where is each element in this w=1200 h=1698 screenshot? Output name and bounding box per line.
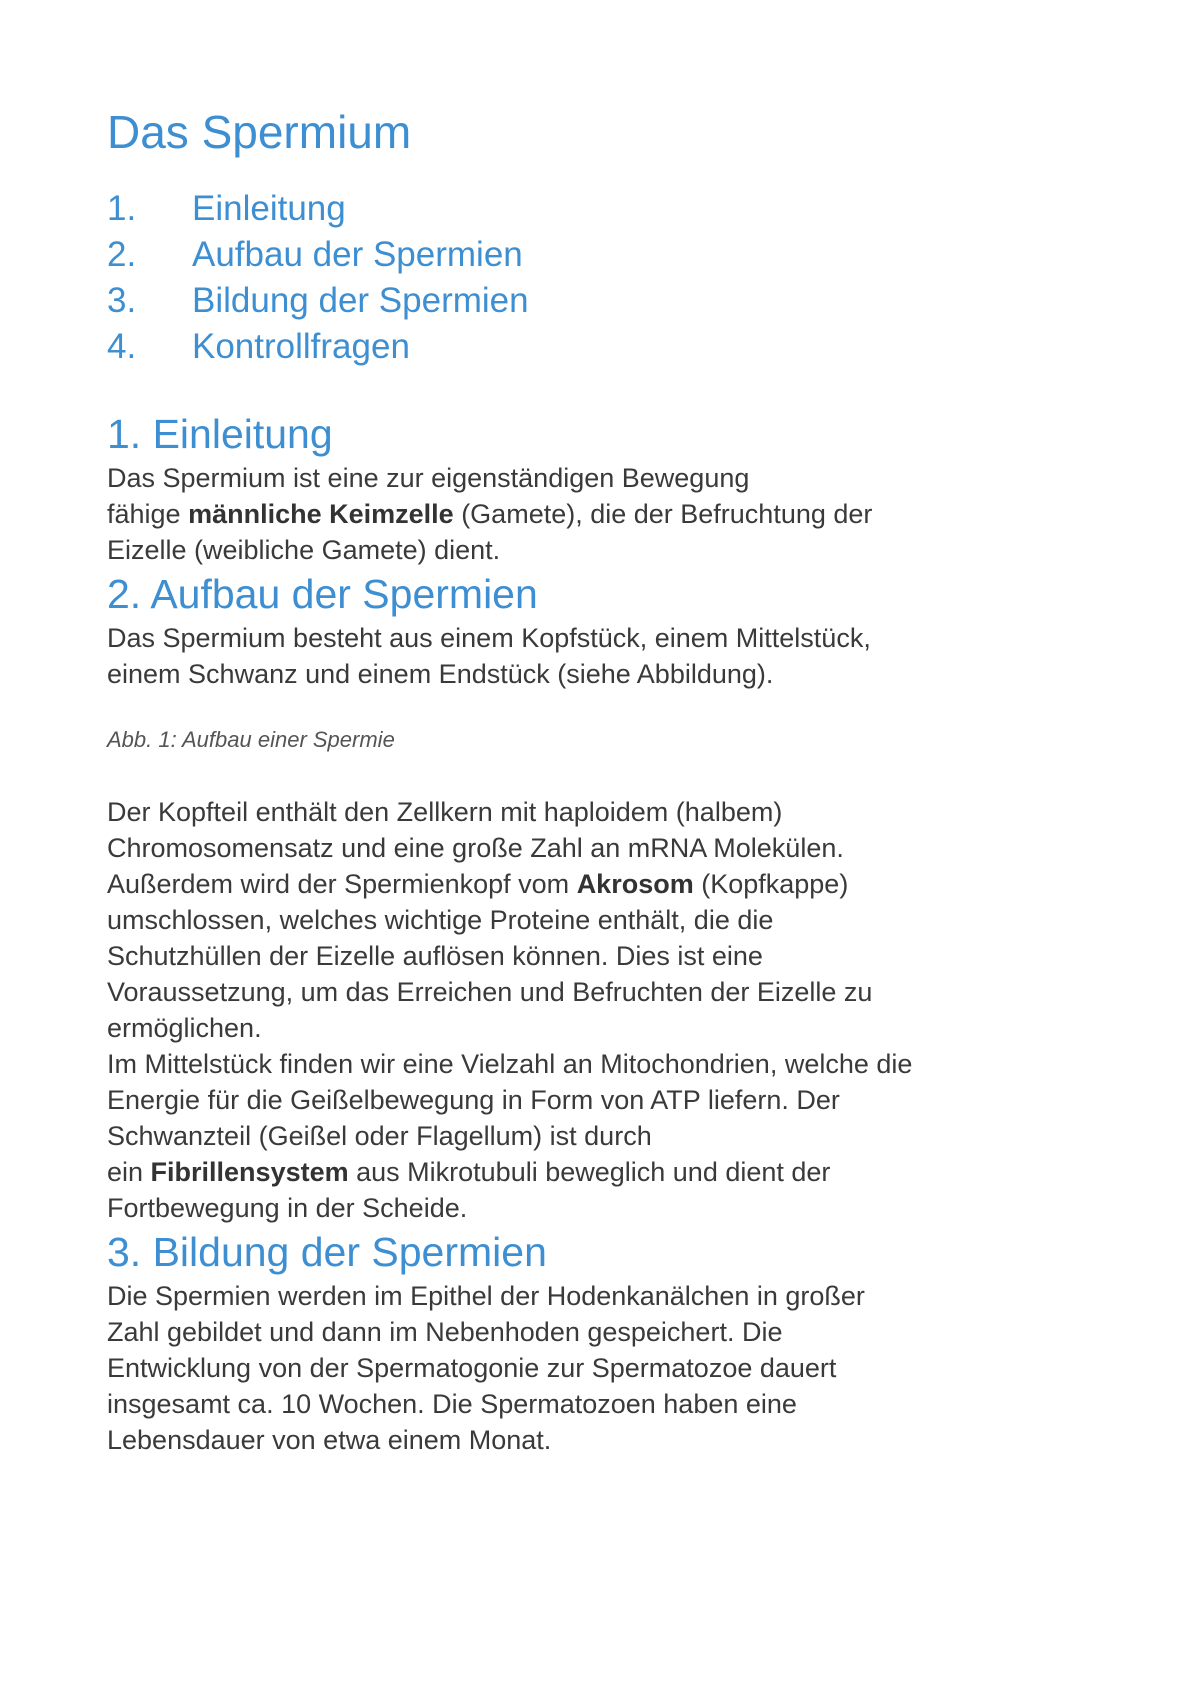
aufbau-intro-paragraph — [107, 620, 1007, 692]
toc-item-kontrollfragen[interactable] — [107, 324, 1007, 370]
text-span: aus Mikrotubuli beweglich und dient der — [348, 1157, 831, 1187]
text-line: umschlossen, welches wichtige Proteine enthält, die die — [107, 905, 774, 935]
toc-label: Aufbau der Spermien — [192, 235, 523, 274]
toc-label: Bildung der Spermien — [192, 281, 529, 320]
text-line: Die Spermien werden im Epithel der Hodenkanälchen in großer — [107, 1281, 865, 1311]
bold-term-keimzelle: männliche Keimzelle — [188, 499, 454, 529]
text-span: fähige — [107, 499, 189, 529]
aufbau-kopfteil-paragraph — [107, 794, 1007, 1046]
toc-label: Einleitung — [192, 189, 346, 228]
toc-item-einleitung[interactable] — [107, 186, 1007, 232]
table-of-contents — [107, 186, 1007, 370]
toc-item-aufbau[interactable] — [107, 232, 1007, 278]
text-span: Außerdem wird der Spermienkopf vom — [107, 869, 577, 899]
bildung-paragraph — [107, 1278, 1007, 1458]
toc-number: 1. — [107, 189, 137, 228]
text-span: (Kopfkappe) — [693, 869, 849, 899]
section-heading-einleitung: 1. Einleitung — [107, 411, 333, 457]
toc-number: 3. — [107, 281, 137, 320]
section-heading-bildung: 3. Bildung der Spermien — [107, 1229, 547, 1275]
bold-term-fibrillensystem: Fibrillensystem — [150, 1157, 349, 1187]
text-span: (Gamete), die der Befruchtung der — [453, 499, 873, 529]
text-line: Schwanzteil (Geißel oder Flagellum) ist durch — [107, 1121, 652, 1151]
text-line: Voraussetzung, um das Erreichen und Befruchten der Eizelle zu — [107, 977, 873, 1007]
toc-label: Kontrollfragen — [192, 327, 410, 366]
toc-item-bildung[interactable] — [107, 278, 1007, 324]
text-line: Fortbewegung in der Scheide. — [107, 1193, 468, 1223]
toc-number: 2. — [107, 235, 137, 274]
text-line: Eizelle (weibliche Gamete) dient. — [107, 535, 501, 565]
figure-caption: Abb. 1: Aufbau einer Spermie — [107, 727, 395, 752]
document-content — [107, 100, 1007, 1458]
text-span: ein — [107, 1157, 151, 1187]
einleitung-paragraph — [107, 460, 1007, 568]
text-line: Der Kopfteil enthält den Zellkern mit haploidem (halbem) — [107, 797, 783, 827]
text-line: Entwicklung von der Spermatogonie zur Spermatozoe dauert — [107, 1353, 837, 1383]
page-title: Das Spermium — [107, 106, 412, 158]
aufbau-mittelstueck-paragraph — [107, 1046, 1007, 1226]
text-line: Zahl gebildet und dann im Nebenhoden gespeichert. Die — [107, 1317, 783, 1347]
section-heading-aufbau: 2. Aufbau der Spermien — [107, 571, 538, 617]
text-line: Lebensdauer von etwa einem Monat. — [107, 1425, 552, 1455]
text-line: Das Spermium besteht aus einem Kopfstück, einem Mittelstück, — [107, 623, 871, 653]
bold-term-akrosom: Akrosom — [576, 869, 694, 899]
text-line: Chromosomensatz und eine große Zahl an mRNA Molekülen. — [107, 833, 844, 863]
text-line: Das Spermium ist eine zur eigenständigen Bewegung — [107, 463, 750, 493]
text-line: Im Mittelstück finden wir eine Vielzahl an Mitochondrien, welche die — [107, 1049, 913, 1079]
text-line: ermöglichen. — [107, 1013, 262, 1043]
text-line: Energie für die Geißelbewegung in Form von ATP liefern. Der — [107, 1085, 840, 1115]
toc-number: 4. — [107, 327, 137, 366]
text-line: insgesamt ca. 10 Wochen. Die Spermatozoen haben eine — [107, 1389, 797, 1419]
text-line: einem Schwanz und einem Endstück (siehe Abbildung). — [107, 659, 774, 689]
text-line: Schutzhüllen der Eizelle auflösen können. Dies ist eine — [107, 941, 763, 971]
